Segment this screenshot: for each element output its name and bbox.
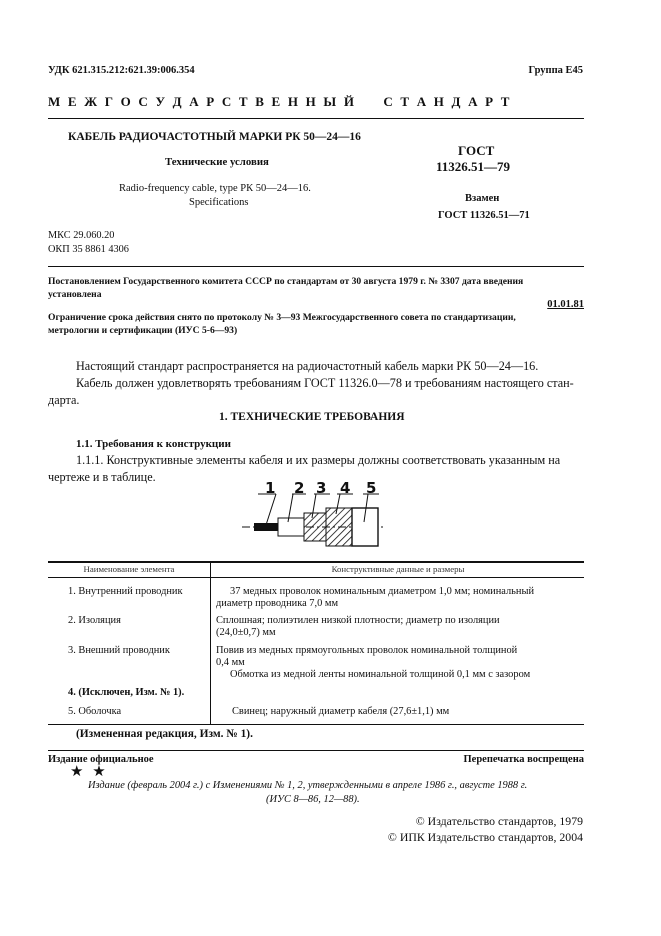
replaces-value: ГОСТ 11326.51—71 [438, 210, 530, 221]
section-paragraph-line2: чертеже и в таблице. [48, 470, 156, 484]
standard-banner: М Е Ж Г О С У Д А Р С Т В Е Н Н Ы Й С Т А Н Д А Р Т [48, 94, 512, 109]
drawing-label-4: 4 [340, 479, 351, 497]
table-header-name: Наименование элемента [83, 564, 175, 574]
intro-paragraph1: Настоящий стандарт распространяется на радиочастотный кабель марки РК 50—24—16. [76, 359, 539, 373]
table-row-2-line2: (24,0±0,7) мм [216, 627, 276, 638]
table-header-rule [48, 577, 584, 578]
table-bottom-rule [48, 724, 584, 725]
table-row-4-name: 4. (Исключен, Изм. № 1). [68, 687, 185, 698]
stars-icon: ★ ★ [70, 762, 108, 780]
english-title-line1: Radio-frequency cable, type РК 50—24—16. [119, 183, 311, 194]
replaces-label: Взамен [465, 193, 500, 204]
section-heading: 1. ТЕХНИЧЕСКИЕ ТРЕБОВАНИЯ [219, 411, 405, 423]
drawing-label-3: 3 [316, 479, 327, 497]
decree-line1: Постановлением Государственного комитета СССР по стандартам от 30 августа 1979 г. № 3307 дата введения [48, 276, 524, 287]
subsection-heading: 1.1. Требования к конструкции [76, 438, 231, 450]
introduction-date: 01.01.81 [547, 299, 584, 310]
table-row-5-line1: Свинец; наружный диаметр кабеля (27,6±1,1) мм [232, 706, 450, 717]
section-paragraph-line1: 1.1.1. Конструктивные элементы кабеля и их размеры должны соответствовать указанным на [76, 453, 561, 467]
edition-note-line2: (ИУС 8—86, 12—88). [266, 794, 360, 805]
cable-cross-section-drawing [240, 478, 390, 553]
banner-rule [48, 118, 584, 119]
udk-code: УДК 621.315.212:621.39:006.354 [48, 65, 195, 76]
intro-paragraph2-line2: дарта. [48, 393, 80, 407]
limit-line2: метрологии и сертификации (ИУС 5-6—93) [48, 325, 238, 336]
table-column-divider [210, 577, 211, 724]
group-code: Группа Е45 [528, 65, 583, 76]
limit-line1: Ограничение срока действия снято по протоколу № 3—93 Межгосударственного совета по стандартизации, [48, 312, 516, 323]
table-row-5-name: 5. Оболочка [68, 706, 122, 717]
footer-rule [48, 750, 584, 751]
okp-code: ОКП 35 8861 4306 [48, 244, 129, 255]
english-title-line2: Specifications [189, 197, 249, 208]
document-subtitle: Технические условия [165, 156, 269, 168]
mks-code: МКС 29.060.20 [48, 230, 115, 241]
table-header-data: Конструктивные данные и размеры [331, 564, 465, 574]
decree-line2: установлена [48, 289, 102, 300]
table-row-3-line3: Обмотка из медной ленты номинальной толщиной 0,1 мм с зазором [230, 669, 531, 680]
edition-note-line1: Издание (февраль 2004 г.) с Изменениями № 1, 2, утвержденными в апреле 1986 г., августе 1988 г. [88, 780, 528, 791]
table-row-1-name: 1. Внутренний проводник [68, 586, 183, 597]
table-row-3-name: 3. Внешний проводник [68, 645, 170, 656]
table-row-3-line1: Повив из медных прямоугольных проволок номинальной толщиной [216, 645, 518, 656]
copyright-1979: © Издательство стандартов, 1979 [415, 814, 583, 828]
table-row-3-line2: 0,4 мм [216, 657, 245, 668]
reprint-forbidden: Перепечатка воспрещена [463, 754, 584, 765]
drawing-label-2: 2 [294, 479, 305, 497]
outer-conductor-shape [304, 513, 326, 541]
table-header-divider [210, 561, 211, 577]
gost-number: 11326.51—79 [436, 159, 511, 174]
insulation-shape [278, 518, 304, 536]
drawing-label-5: 5 [366, 479, 377, 497]
tape-shape [326, 508, 352, 546]
amended-note: (Измененная редакция, Изм. № 1). [76, 728, 253, 740]
table-row-1-line1: 37 медных проволок номинальным диаметром 1,0 мм; номинальный [230, 586, 535, 597]
document-title: КАБЕЛЬ РАДИОЧАСТОТНЫЙ МАРКИ РК 50—24—16 [68, 131, 361, 143]
drawing-label-1: 1 [265, 479, 276, 497]
table-row-1-line2: диаметр проводника 7,0 мм [216, 598, 339, 609]
gost-label: ГОСТ [458, 143, 495, 158]
copyright-2004: © ИПК Издательство стандартов, 2004 [387, 830, 583, 844]
table-top-rule [48, 561, 584, 563]
decree-rule [48, 266, 584, 267]
table-row-2-line1: Сплошная; полиэтилен низкой плотности; диаметр по изоляции [216, 615, 500, 626]
official-edition: Издание официальное [48, 754, 154, 765]
table-row-2-name: 2. Изоляция [68, 615, 121, 626]
intro-paragraph2-line1: Кабель должен удовлетворять требованиям ГОСТ 11326.0—78 и требованиям настоящего стан- [76, 376, 574, 390]
